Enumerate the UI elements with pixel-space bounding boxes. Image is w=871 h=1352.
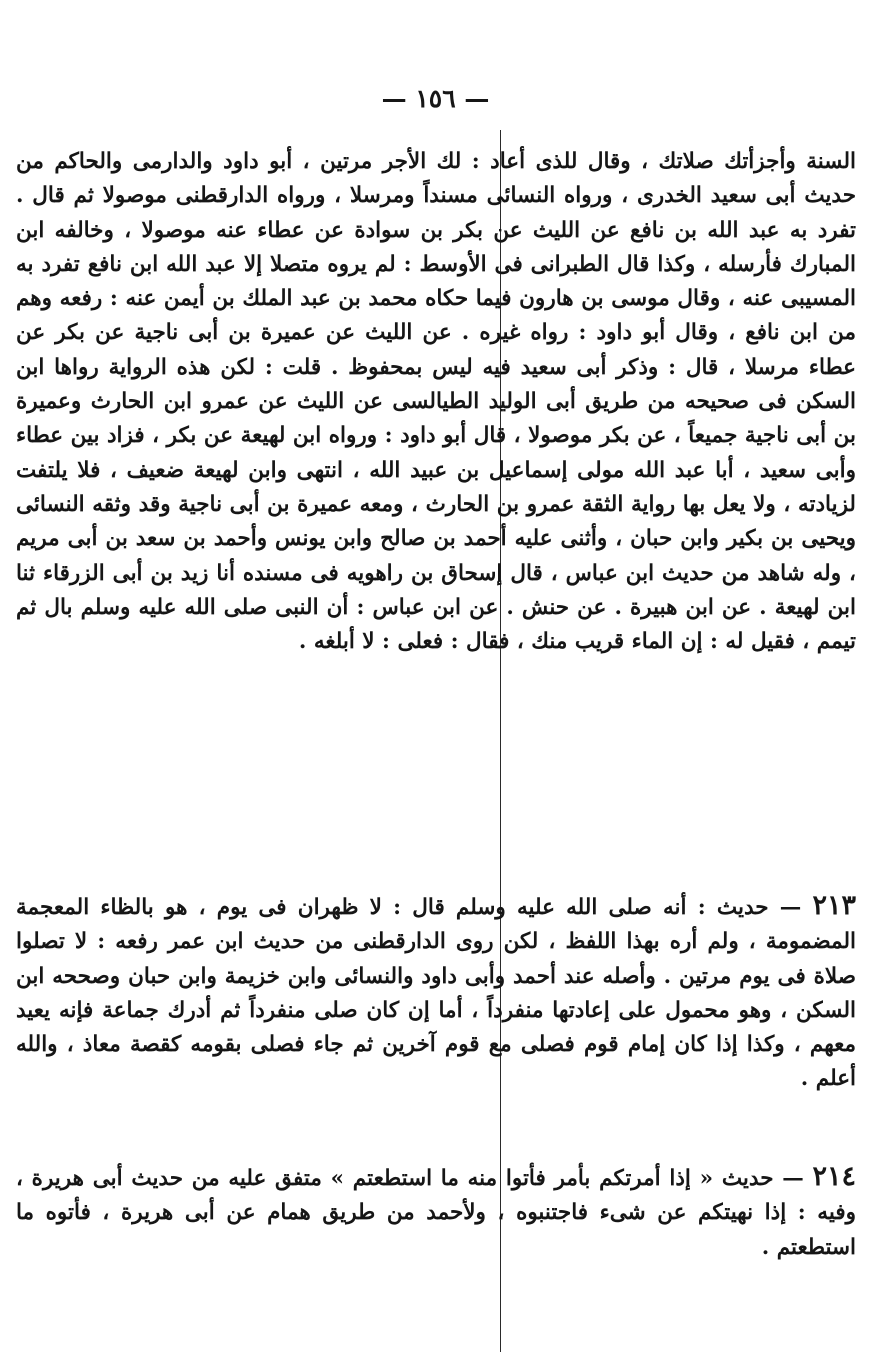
paragraph-text: السنة وأجزأتك صلاتك ، وقال للذى أعاد : لك الأجر مرتين ، أبو داود والدارمى والحاكم من حديث أبى سعيد الخدرى ، ورواه النسائى مسنداً ومرسلا ، ورواه الدارقطنى موصولا ثم قال . تفرد به عبد الله بن نافع عن الليث عن بكر بن سوادة عن عطاء عنه موصولا ، وخالفه ابن المبارك فأرسله ، وكذا قال الطبرانى فى الأوسط : لم يروه متصلا إلا عبد الله ابن نافع تفرد به المسيبى عنه ، وقال موسى بن هارون فيما حكاه محمد بن عبد الملك بن أيمن عنه : رفعه وهم من ابن نافع ، وقال أبو داود : رواه غيره . عن الليث عن عميرة بن أبى ناجية عن بكر عن عطاء مرسلا ، قال : وذكر أبى سعيد فيه ليس بمحفوظ . قلت : لكن هذه الرواية رواها ابن السكن فى صحيحه من طريق أبى الوليد الطيالسى عن الليث عن عمرو ابن الحارث وعميرة بن أبى ناجية جميعاً ، عن بكر موصولا ، قال أبو داود : ورواه ابن لهيعة عن بكر ، فزاد بين عطاء وأبى سعيد ، أبا عبد الله مولى إسماعيل بن عبيد الله ، انتهى وابن لهيعة ضعيف ، فلا يلتفت لزيادته ، ولا يعل بها رواية الثقة عمرو بن الحارث ، ومعه عميرة بن أبى ناجية وقد وثقه النسائى ويحيى بن بكير وابن حبان ، وأثنى عليه أحمد بن صالح وابن يونس وأحمد بن سعد بن أبى مريم ، وله شاهد من حديث ابن عباس ، قال إسحاق بن راهويه فى مسنده أنا زيد بن أبى الزرقاء ثنا ابن لهيعة . عن ابن هبيرة . عن حنش . عن ابن عباس : أن النبى صلى الله عليه وسلم بال ثم تيمم ، فقيل له : إن الماء قريب منك ، فقال : فعلى : لا أبلغه .: [16, 149, 856, 655]
hadith-number: ٢١٤: [812, 1161, 856, 1192]
hadith-text: — حديث : أنه صلى الله عليه وسلم قال : لا ظهران فى يوم ، هو بالظاء المعجمة المضمومة ، ولم أره بهذا اللفظ ، لكن روى الدارقطنى من حديث ابن عمر رفعه : لا تصلوا صلاة فى يوم مرتين . وأصله عند أحمد وأبى داود والنسائى وابن خزيمة وابن حبان وصححه ابن السكن ، وهو محمول على إعادتها منفرداً ، أما إن كان صلى منفرداً ثم أدرك جماعة فإنه يعيد معهم ، وكذا إذا كان إمام قوم فصلى مع قوم آخرين ثم جاء فصلى بقومه كقصة معاذ ، والله أعلم .: [16, 895, 856, 1092]
hadith-number: ٢١٣: [812, 890, 856, 921]
hadith-entry-214: [16, 1160, 856, 1265]
page-number: — ١٥٦ —: [381, 84, 490, 113]
hadith-text: — حديث « إذا أمرتكم بأمر فأتوا منه ما استطعتم » متفق عليه من حديث أبى هريرة ، وفيه : إذا نهيتكم عن شىء فاجتنبوه ، ولأحمد من طريق همام عن أبى هريرة ، فأتوه ما استطعتم .: [16, 1166, 856, 1260]
paragraph-continuation: [16, 145, 856, 659]
hadith-entry-213: [16, 889, 856, 1097]
